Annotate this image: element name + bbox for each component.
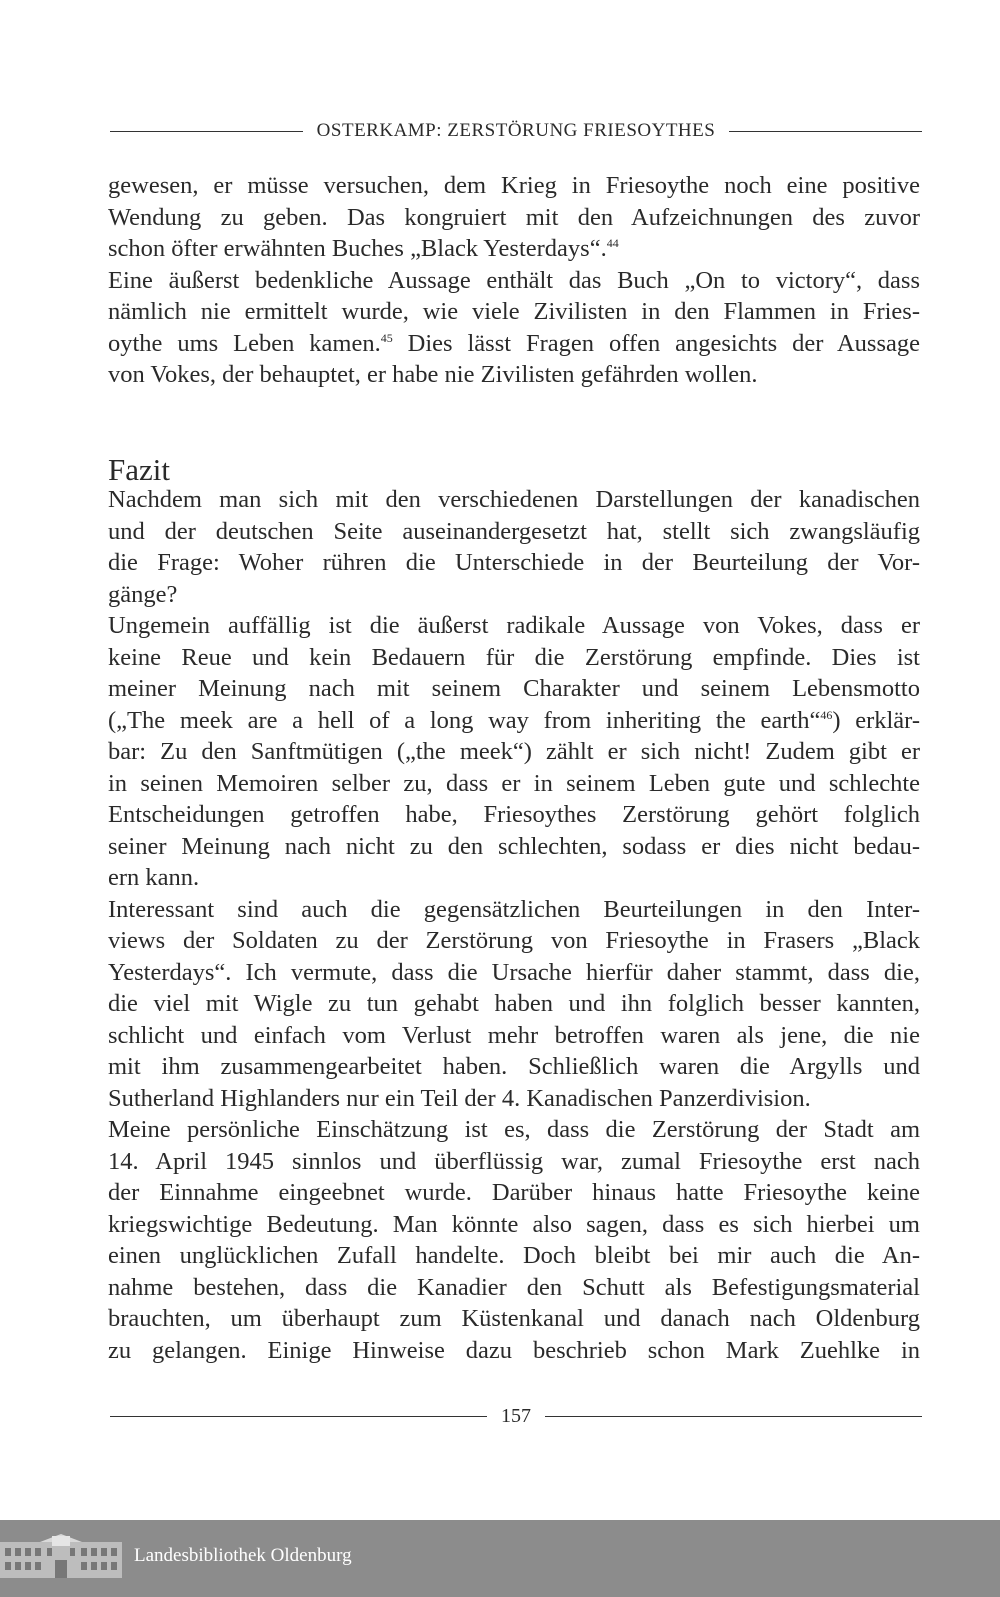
text-line: der Einnahme eingeebnet wurde. Darüber hinaus hatte Friesoythe keine	[108, 1179, 920, 1206]
text-line: nahme bestehen, dass die Kanadier den Schutt als Befestigungsmaterial	[108, 1273, 920, 1301]
text-line: gänge?	[108, 580, 178, 608]
footnote-ref-44[interactable]: 44	[606, 236, 619, 250]
text-line: zu gelangen. Einige Hinweise dazu beschrieb schon Mark Zuehlke in	[108, 1336, 920, 1364]
text-line: Entscheidungen getroffen habe, Friesoythes Zerstörung gehört folglich	[108, 801, 920, 828]
paragraph-continuation	[108, 170, 920, 391]
text-line: einen unglücklichen Zufall handelte. Doch bleibt bei mir auch die An-	[108, 1242, 920, 1269]
running-head	[110, 120, 922, 142]
text-line: ern kann.	[108, 864, 200, 891]
folio-rule-left	[110, 1416, 487, 1417]
text-line: Yesterdays“. Ich vermute, dass die Ursache hierfür daher stammt, dass die,	[108, 958, 920, 986]
text-line: Meine persönliche Einschätzung ist es, dass die Zerstörung der Stadt am	[108, 1116, 920, 1143]
text-line: schlicht und einfach vom Verlust mehr betroffen waren als jene, die nie	[108, 1021, 920, 1049]
folio-rule-right	[545, 1416, 922, 1417]
library-name: Landesbibliothek Oldenburg	[134, 1545, 352, 1566]
footnote-ref-46[interactable]: 46	[820, 707, 833, 722]
text-line: meiner Meinung nach mit seinem Charakter und seinem Lebensmotto	[108, 675, 920, 702]
text-line: Eine äußerst bedenkliche Aussage enthält das Buch „On to victory“, dass	[108, 266, 920, 294]
text-line: views der Soldaten zu der Zerstörung von Friesoythe in Frasers „Black	[108, 927, 920, 954]
text-line: und der deutschen Seite auseinandergesetzt hat, stellt sich zwangsläufig	[108, 517, 920, 545]
library-footer-bar	[0, 1520, 1000, 1597]
section-heading-fazit: Fazit	[108, 452, 170, 487]
page-number: 157	[501, 1405, 531, 1427]
text-line: von Vokes, der behauptet, er habe nie Zivilisten gefährden wollen.	[108, 361, 758, 388]
text-line	[108, 233, 920, 265]
text-line	[108, 705, 920, 737]
text-line: kriegswichtige Bedeutung. Man könnte also sagen, dass es sich hierbei um	[108, 1210, 920, 1238]
text-line: in seinen Memoiren selber zu, dass er in seinem Leben gute und schlechte	[108, 769, 920, 797]
text-line: Nachdem man sich mit den verschiedenen Darstellungen der kanadischen	[108, 486, 920, 513]
text-line: keine Reue und kein Bedauern für die Zerstörung empfinde. Dies ist	[108, 643, 920, 671]
running-head-rule-right	[729, 131, 922, 132]
text-fragment: oythe ums Leben kamen.	[108, 329, 381, 357]
text-line: Sutherland Highlanders nur ein Teil der 4. Kanadischen Panzerdivision.	[108, 1084, 811, 1112]
text-line: gewesen, er müsse versuchen, dem Krieg in Friesoythe noch eine positive	[108, 172, 920, 199]
text-fragment: schon öfter erwähnten Buches „Black Yesterdays“.	[108, 235, 607, 262]
text-fragment: ) erklär-	[832, 706, 921, 734]
text-fragment: Dies lässt Fragen offen angesichts der Aussage	[392, 329, 920, 357]
text-line: mit ihm zusammengearbeitet haben. Schließlich waren die Argylls und	[108, 1053, 920, 1080]
text-fragment: („The meek are a hell of a long way from inheriting the earth“	[108, 706, 821, 734]
footnote-ref-45[interactable]: 45	[380, 330, 393, 345]
text-line: brauchten, um überhaupt zum Küstenkanal und danach nach Oldenburg	[108, 1305, 920, 1332]
fazit-body	[108, 484, 920, 1366]
text-line: seiner Meinung nach nicht zu den schlechten, sodass er dies nicht bedau-	[108, 832, 920, 860]
text-line: Interessant sind auch die gegensätzlichen Beurteilungen in den Inter-	[108, 895, 920, 923]
running-head-rule-left	[110, 131, 303, 132]
text-line: die Frage: Woher rühren die Unterschiede in der Beurteilung der Vor-	[108, 549, 920, 576]
text-line: bar: Zu den Sanftmütigen („the meek“) zählt er sich nicht! Zudem gibt er	[108, 738, 920, 765]
text-line: die viel mit Wigle zu tun gehabt haben und ihn folglich besser kannten,	[108, 990, 920, 1017]
text-line: Wendung zu geben. Das kongruiert mit den Aufzeichnungen des zuvor	[108, 203, 920, 231]
text-line: 14. April 1945 sinnlos und überflüssig war, zumal Friesoythe erst nach	[108, 1147, 920, 1175]
library-building-icon	[0, 1534, 122, 1578]
text-line: Ungemein auffällig ist die äußerst radikale Aussage von Vokes, dass er	[108, 612, 920, 639]
running-head-title: OSTERKAMP: ZERSTÖRUNG FRIESOYTHES	[316, 120, 716, 141]
text-line: nämlich nie ermittelt wurde, wie viele Zivilisten in den Flammen in Fries-	[108, 298, 920, 325]
text-line	[108, 328, 920, 360]
page-footer	[110, 1405, 922, 1428]
